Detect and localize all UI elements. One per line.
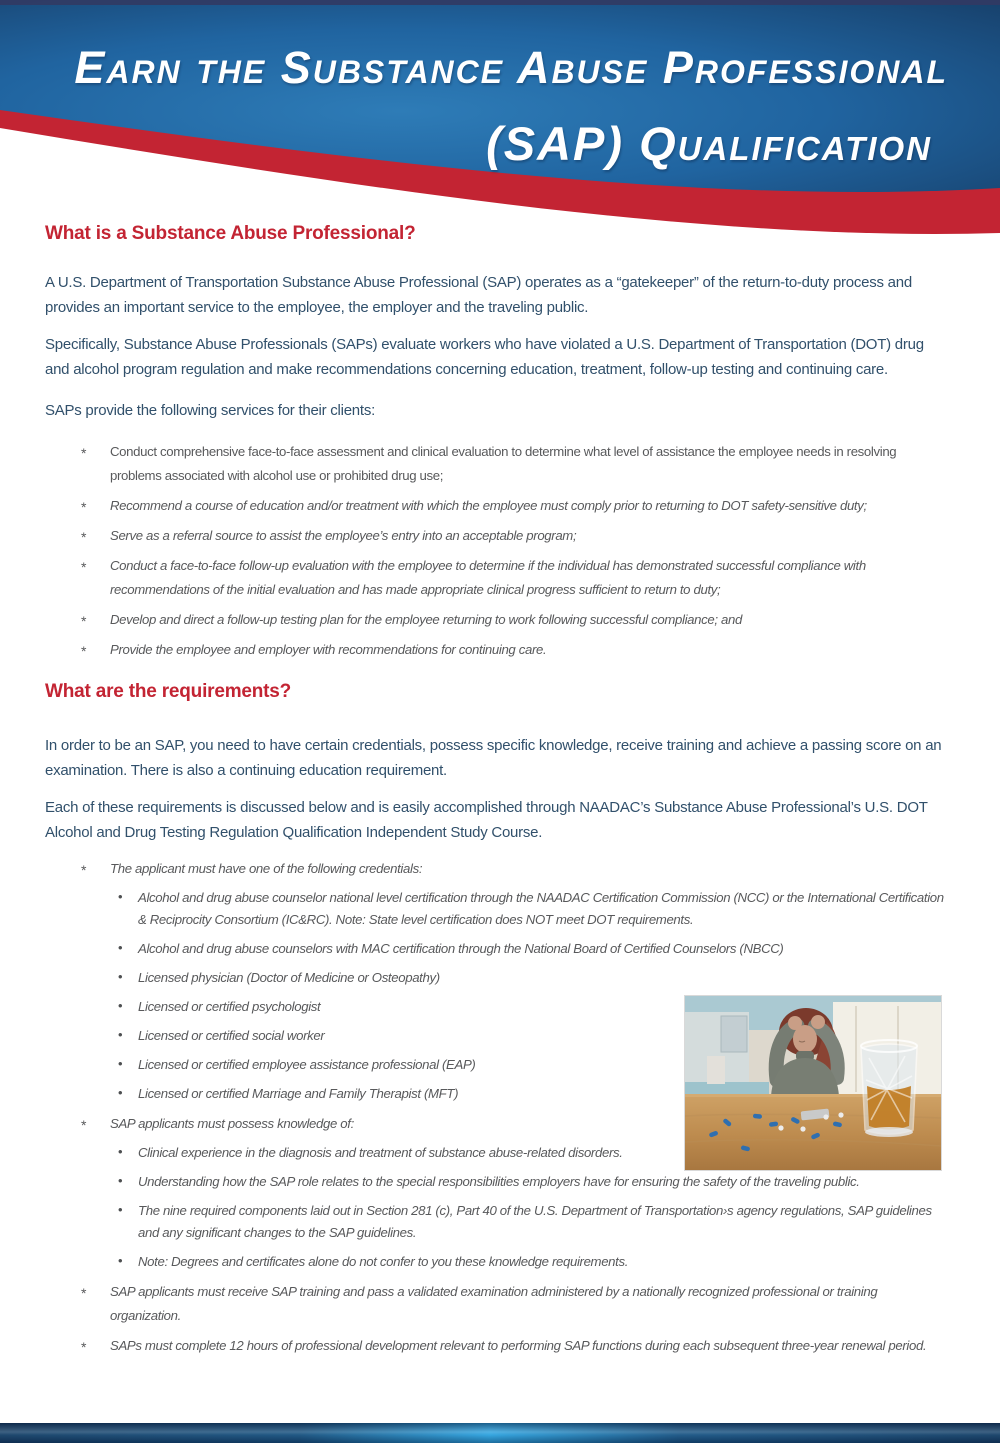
- list-item-training: [45, 1280, 945, 1328]
- sub-list-item: [110, 938, 945, 960]
- header-title-line1: Earn the Substance Abuse Professional: [74, 42, 948, 93]
- list-item: [45, 440, 945, 488]
- section2-paragraph-1: In order to be an SAP, you need to have certain credentials, possess specific knowledge, receive training and achieve a passing score on an examination. There is also a continuing education requirement.: [45, 737, 942, 779]
- whiskey-glass: [861, 1040, 917, 1137]
- sub-list-item-text: Clinical experience in the diagnosis and treatment of substance abuse-related disorders.: [138, 1145, 623, 1160]
- sub-list-item-text: Alcohol and drug abuse counselor national level certification through the NAADAC Certification Commission (NCC) or the International Certification & Reciprocity Consortium (IC&RC). Note: State level certification does NOT meet DOT requirements.: [138, 890, 944, 927]
- list-item: [45, 524, 945, 548]
- section1-heading: What is a Substance Abuse Professional?: [45, 223, 416, 244]
- sub-list-item-text: Licensed physician (Doctor of Medicine or Osteopathy): [138, 970, 440, 985]
- list-item-renewal: [45, 1334, 945, 1358]
- dot-bullet-marker: •: [118, 1085, 123, 1100]
- cabinet-seam: [855, 1006, 857, 1092]
- sub-list-item-text: Alcohol and drug abuse counselors with MAC certification through the National Board of Certified Counselors (NBCC): [138, 941, 784, 956]
- asterisk-bullet-marker: *: [81, 559, 87, 575]
- asterisk-bullet-marker: *: [81, 1339, 87, 1355]
- section1-paragraph-1: A U.S. Department of Transportation Substance Abuse Professional (SAP) operates as a “gatekeeper” of the return-to-duty process and provides an important service to the employee, the employer and the traveling public.: [45, 274, 912, 316]
- dot-bullet-marker: •: [118, 998, 123, 1013]
- asterisk-bullet-marker: *: [81, 643, 87, 659]
- asterisk-bullet-marker: *: [81, 1117, 87, 1133]
- list-item-text: Serve as a referral source to assist the employee’s entry into an acceptable program;: [110, 528, 577, 543]
- sub-list-item: [110, 1251, 945, 1273]
- sub-list-item: [110, 967, 945, 989]
- dot-bullet-marker: •: [118, 1144, 123, 1159]
- list-item-text: SAP applicants must possess knowledge of:: [110, 1116, 354, 1131]
- asterisk-bullet-marker: *: [81, 445, 87, 461]
- sub-list-item-text: Licensed or certified psychologist: [138, 999, 321, 1014]
- list-item: [45, 608, 945, 632]
- window: [721, 1016, 747, 1052]
- section1-paragraph-3: SAPs provide the following services for their clients:: [45, 402, 375, 419]
- sub-list-item-text: Licensed or certified employee assistance professional (EAP): [138, 1057, 476, 1072]
- photo-woman-pills-whiskey: [684, 995, 942, 1171]
- wall-band: [685, 1082, 769, 1094]
- list-item-text: The applicant must have one of the following credentials:: [110, 861, 423, 876]
- dot-bullet-marker: •: [118, 1253, 123, 1268]
- list-item-text: SAPs must complete 12 hours of professional development relevant to performing SAP functions during each subsequent three-year renewal period.: [110, 1338, 927, 1353]
- list-item-text: Recommend a course of education and/or treatment with which the employee must comply prior to returning to DOT safety-sensitive duty;: [110, 498, 867, 513]
- counter-item: [707, 1056, 725, 1084]
- list-item-text: Provide the employee and employer with recommendations for continuing care.: [110, 642, 547, 657]
- dot-bullet-marker: •: [118, 1056, 123, 1071]
- dot-bullet-marker: •: [118, 1027, 123, 1042]
- asterisk-bullet-marker: *: [81, 499, 87, 515]
- asterisk-bullet-marker: *: [81, 862, 87, 878]
- section2-paragraph-2: Each of these requirements is discussed below and is easily accomplished through NAADAC’s Substance Abuse Professional’s U.S. DOT Alcohol and Drug Testing Regulation Qualification Independent Study Course.: [45, 799, 928, 841]
- list-item-text: Conduct a face-to-face follow-up evaluation with the employee to determine if the individual has demonstrated successful compliance with recommendations of the initial evaluation and has made appropriate clinical progress sufficient to return to duty;: [110, 558, 866, 597]
- photo-illustration: [685, 996, 941, 1170]
- dot-bullet-marker: •: [118, 1202, 123, 1217]
- list-item: [45, 554, 945, 602]
- list-item-text: SAP applicants must receive SAP training and pass a validated examination administered by a nationally recognized professional or training organization.: [110, 1284, 878, 1323]
- section2-heading: What are the requirements?: [45, 681, 292, 702]
- dot-bullet-marker: •: [118, 940, 123, 955]
- sub-list-item: [110, 887, 945, 931]
- sub-list-item-text: Licensed or certified Marriage and Family Therapist (MFT): [138, 1086, 459, 1101]
- list-item-text: Conduct comprehensive face-to-face assessment and clinical evaluation to determine what level of assistance the employee needs in resolving problems associated with alcohol use or prohibited drug use;: [110, 444, 897, 483]
- services-list: [45, 440, 945, 662]
- list-item: [45, 494, 945, 518]
- asterisk-bullet-marker: *: [81, 613, 87, 629]
- asterisk-bullet-marker: *: [81, 529, 87, 545]
- list-item-text: Develop and direct a follow-up testing plan for the employee returning to work following successful compliance; and: [110, 612, 742, 627]
- header-title-line2: (SAP) Qualification: [486, 117, 932, 170]
- sub-list-item: [110, 1171, 945, 1193]
- sub-list-item-text: Licensed or certified social worker: [138, 1028, 325, 1043]
- dot-bullet-marker: •: [118, 1173, 123, 1188]
- asterisk-bullet-marker: *: [81, 1285, 87, 1301]
- dot-bullet-marker: •: [118, 889, 123, 904]
- footer-bar: [0, 1423, 1000, 1443]
- sub-list-item-text: Understanding how the SAP role relates to the special responsibilities employers have for ensuring the safety of the traveling public.: [138, 1174, 860, 1189]
- sub-list-item: [110, 1200, 945, 1244]
- dot-bullet-marker: •: [118, 969, 123, 984]
- sub-list-item-text: Note: Degrees and certificates alone do not confer to you these knowledge requirements.: [138, 1254, 629, 1269]
- sub-list-item-text: The nine required components laid out in Section 281 (c), Part 40 of the U.S. Department of Transportation›s agency regulations, SAP guidelines and any significant changes to the SAP guidelines.: [138, 1203, 932, 1240]
- section1-paragraph-2: Specifically, Substance Abuse Professionals (SAPs) evaluate workers who have violated a U.S. Department of Transportation (DOT) drug and alcohol program regulation and make recommendations concerning education, treatment, follow-up testing and continuing care.: [45, 336, 924, 378]
- list-item: [45, 638, 945, 662]
